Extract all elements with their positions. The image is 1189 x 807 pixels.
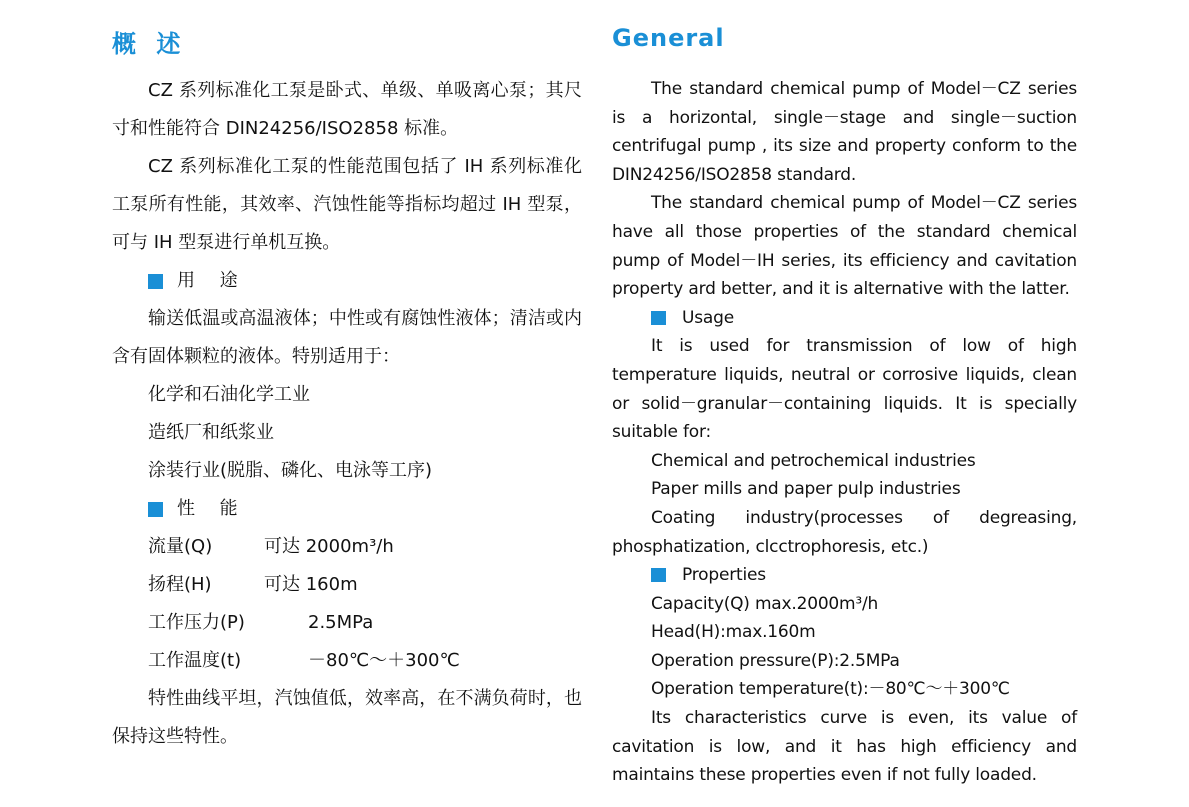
english-property-row: Operation temperature(t):－80℃～＋300℃	[651, 679, 1010, 700]
chinese-property-row	[112, 566, 582, 604]
chinese-intro-2: CZ 系列标准化工泵的性能范围包括了 IH 系列标准化工泵所有性能，其效率、汽蚀性能等指标均超过 IH 型泵，可与 IH 型泵进行单机互换。	[112, 156, 582, 253]
english-body	[612, 75, 1077, 790]
property-key: 扬程(H)	[148, 574, 212, 595]
chinese-properties-title: 性 能	[177, 498, 238, 519]
english-properties-header	[612, 561, 1077, 590]
chinese-intro-1: CZ 系列标准化工泵是卧式、单级、单吸离心泵；其尺寸和性能符合 DIN24256/ISO2858 标准。	[112, 80, 582, 139]
english-property-row: Operation pressure(P):2.5MPa	[651, 650, 900, 671]
chinese-usage-item: 造纸厂和纸浆业	[148, 422, 274, 443]
english-property-row: Capacity(Q) max.2000m³/h	[651, 593, 879, 614]
blue-square-icon	[651, 568, 666, 582]
english-usage-text: It is used for transmission of low of high temperature liquids, neutral or corrosive liquids, clean or solid－granular－containing liquids. It is specially suitable for:	[612, 336, 1077, 443]
english-usage-item: Paper mills and paper pulp industries	[651, 479, 961, 500]
blue-square-icon	[148, 274, 163, 289]
english-intro-2: The standard chemical pump of Model－CZ series have all those properties of the standard chemical pump of Model－IH series, its efficiency and cavitation property ard better, and it is alternative with the latter.	[612, 193, 1077, 300]
chinese-heading: 概 述	[112, 30, 187, 58]
blue-square-icon	[148, 502, 163, 517]
chinese-property-row	[112, 642, 582, 680]
property-value: 可达 160m	[264, 574, 358, 595]
property-value: －80℃～＋300℃	[308, 650, 460, 671]
property-key: 工作压力(P)	[148, 612, 245, 633]
english-usage-coating: Coating industry(processes of degreasing, phosphatization, clcctrophoresis, etc.)	[612, 507, 1077, 557]
english-properties-title: Properties	[682, 565, 766, 586]
english-property-row: Head(H):max.160m	[651, 622, 816, 643]
property-value: 可达 2000m³/h	[264, 536, 394, 557]
chinese-property-row	[112, 528, 582, 566]
english-heading: General	[612, 24, 725, 52]
chinese-usage-title: 用 途	[177, 270, 238, 291]
property-key: 工作温度(t)	[148, 650, 242, 671]
english-closing: Its characteristics curve is even, its value of cavitation is low, and it has high efficiency and maintains these properties even if not fully loaded.	[612, 708, 1077, 786]
chinese-closing: 特性曲线平坦，汽蚀值低，效率高，在不满负荷时，也保持这些特性。	[112, 688, 582, 747]
property-key: 流量(Q)	[148, 536, 213, 557]
english-intro-1: The standard chemical pump of Model－CZ series is a horizontal, single－stage and single－suction centrifugal pump , its size and property conform to the DIN24256/ISO2858 standard.	[612, 79, 1077, 185]
chinese-property-row	[112, 604, 582, 642]
chinese-usage-header	[112, 262, 582, 300]
chinese-properties-header	[112, 490, 582, 528]
property-value: 2.5MPa	[308, 612, 374, 633]
chinese-usage-text: 输送低温或高温液体；中性或有腐蚀性液体；清洁或内含有固体颗粒的液体。特别适用于：	[112, 308, 582, 367]
english-usage-header	[612, 304, 1077, 333]
chinese-usage-item: 化学和石油化学工业	[148, 384, 310, 405]
chinese-usage-item: 涂装行业(脱脂、磷化、电泳等工序)	[148, 460, 433, 481]
chinese-body	[112, 72, 582, 756]
english-usage-item: Chemical and petrochemical industries	[651, 450, 976, 471]
english-usage-title: Usage	[682, 307, 734, 328]
blue-square-icon	[651, 311, 666, 325]
